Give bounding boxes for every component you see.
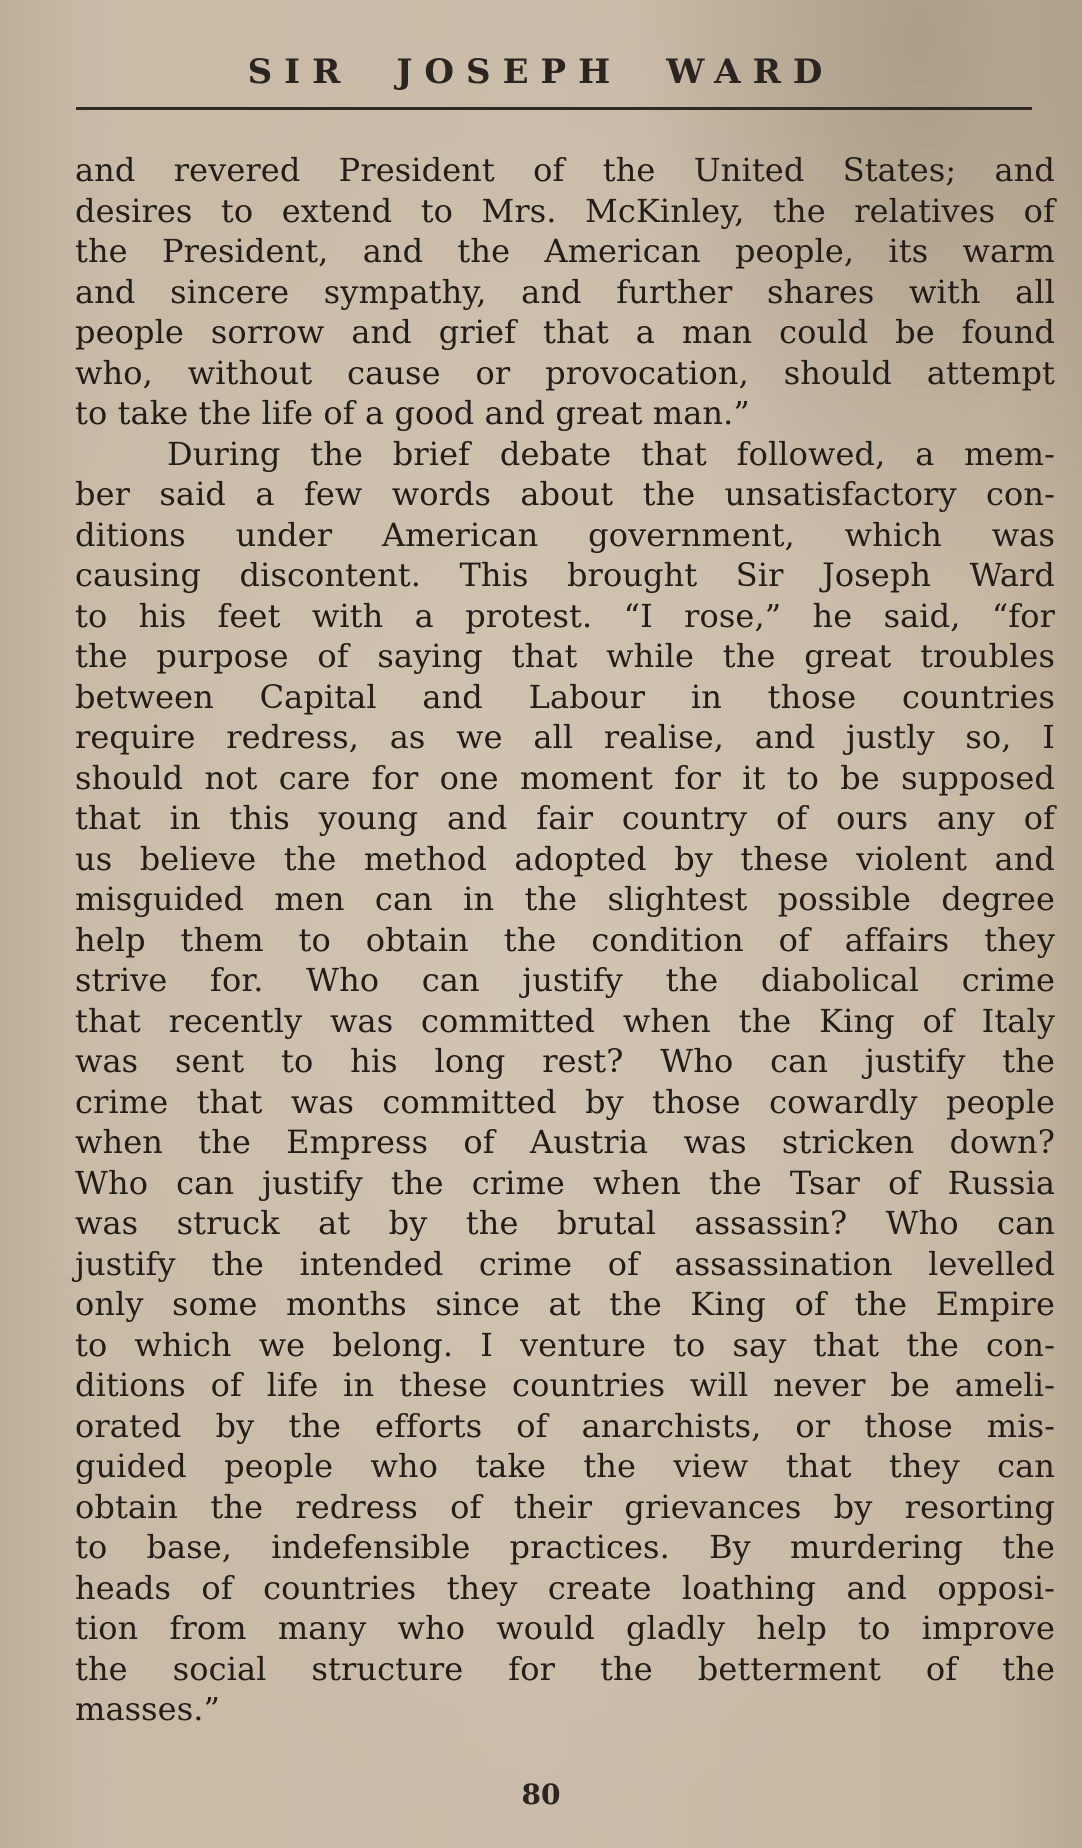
paragraph-start-line: During the brief debate that followed, a mem-: [167, 434, 1055, 473]
text-line: ditions under American government, which was: [75, 515, 1055, 554]
text-line: obtain the redress of their grievances by resorting: [75, 1487, 1055, 1526]
text-line: us believe the method adopted by these violent and: [75, 839, 1055, 878]
text-line: crime that was committed by those cowardly people: [75, 1082, 1055, 1121]
text-line: justify the intended crime of assassination levelled: [75, 1244, 1055, 1283]
text-line: and sincere sympathy, and further shares with all: [75, 272, 1055, 311]
text-line: tion from many who would gladly help to improve: [75, 1609, 1055, 1647]
text-line: the social structure for the betterment of the: [75, 1649, 1055, 1688]
text-line: ber said a few words about the unsatisfactory con-: [75, 475, 1055, 513]
text-line: ditions of life in these countries will never be ameli-: [75, 1366, 1055, 1404]
text-line: only some months since at the King of the Empire: [75, 1285, 1055, 1323]
text-line: heads of countries they create loathing and opposi-: [75, 1568, 1055, 1607]
header-rule: [76, 107, 1032, 110]
text-line: causing discontent. This brought Sir Joseph Ward: [75, 556, 1055, 594]
text-line: was sent to his long rest? Who can justify the: [75, 1042, 1055, 1080]
text-line: to take the life of a good and great man.”: [75, 394, 750, 432]
text-line: that recently was committed when the King of Italy: [75, 1001, 1055, 1040]
text-line: help them to obtain the condition of affairs they: [75, 920, 1055, 959]
text-line: to base, indefensible practices. By murdering the: [75, 1528, 1055, 1566]
text-line: who, without cause or provocation, should attempt: [75, 353, 1055, 392]
text-line: misguided men can in the slightest possible degree: [75, 880, 1055, 918]
text-line: was struck at by the brutal assassin? Who can: [75, 1204, 1055, 1242]
text-line: should not care for one moment for it to be supposed: [75, 758, 1055, 797]
running-header-word: JOSEPH: [396, 52, 623, 92]
text-line: the purpose of saying that while the great troubles: [75, 637, 1055, 675]
text-line: and revered President of the United States; and: [75, 151, 1055, 189]
text-line: require redress, as we all realise, and justly so, I: [75, 718, 1055, 756]
running-header: [0, 52, 1082, 92]
text-line: to his feet with a protest. “I rose,” he said, “for: [75, 596, 1055, 635]
running-header-word: WARD: [666, 52, 835, 92]
running-header-word: SIR: [247, 52, 353, 92]
text-line: between Capital and Labour in those countries: [75, 677, 1055, 716]
text-line: guided people who take the view that they can: [75, 1447, 1055, 1485]
body-text: [75, 150, 1055, 1730]
text-line: to which we belong. I venture to say that the con-: [75, 1325, 1055, 1364]
text-line: orated by the efforts of anarchists, or those mis-: [75, 1406, 1055, 1445]
text-line: that in this young and fair country of ours any of: [75, 799, 1055, 837]
text-line: people sorrow and grief that a man could be found: [75, 313, 1055, 351]
text-line: Who can justify the crime when the Tsar of Russia: [75, 1163, 1055, 1202]
text-line: the President, and the American people, its warm: [75, 232, 1055, 270]
text-line: desires to extend to Mrs. McKinley, the relatives of: [75, 191, 1055, 230]
page-number: 80: [521, 1778, 561, 1811]
text-line: strive for. Who can justify the diabolical crime: [75, 961, 1055, 999]
text-line: when the Empress of Austria was stricken down?: [75, 1123, 1055, 1161]
text-line: masses.”: [75, 1690, 220, 1728]
